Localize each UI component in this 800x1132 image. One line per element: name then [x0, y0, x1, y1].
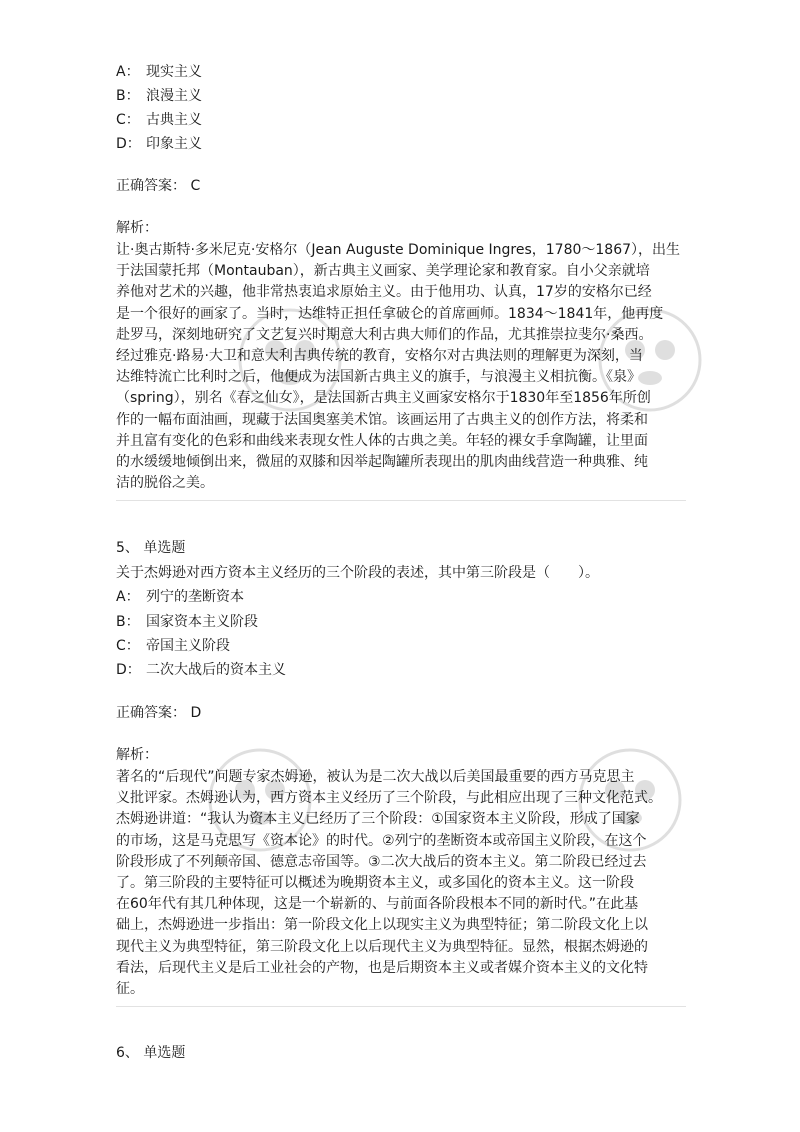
- q5-analysis-label: 解析：: [116, 747, 158, 763]
- q5-option-c: C： 帝国主义阶段: [116, 638, 230, 654]
- q5-option-b: B： 国家资本主义阶段: [116, 614, 258, 630]
- q4-option-a: A： 现实主义: [116, 64, 202, 80]
- q4-correct-answer: 正确答案： C: [116, 178, 201, 194]
- q4-option-c: C： 古典主义: [116, 112, 202, 128]
- section-divider: [116, 1006, 686, 1007]
- section-divider: [116, 500, 686, 501]
- q4-analysis-label: 解析：: [116, 220, 158, 236]
- q4-analysis-text: 让·奥古斯特·多米尼克·安格尔（Jean Auguste Dominique Ingres，1780～1867），出生 于法国蒙托邦（Montauban），新古典主义画家、美学理论家和教育家。自小父亲就培 养他对艺术的兴趣，他非常热衷追求原始主义。由于他用功、认真，17岁的安格尔已经 是一个很好的画家了。当时，达维特正担任拿破仑的首席画师。1834～1841年，他再度 赴罗马，深刻地研究了文艺复兴时期意大利古典大师们的作品，尤其推崇拉斐尔·桑西。 经过雅克·路易·大卫和意大利古典传统的教育，安格尔对古典法则的理解更为深刻，当 达维特流亡比利时之后，他便成为法国新古典主义的旗手，与浪漫主义相抗衡。《泉》 （spring），别名《春之仙女》，是法国新古典主义画家安格尔于1830年至1856年所创 作的一幅布面油画，现藏于法国奥塞美术馆。该画运用了古典主义的创作方法，将柔和 并且富有变化的色彩和曲线来表现女性人体的古典之美。年轻的裸女手拿陶罐，让里面 的水缓缓地倾倒出来，微屈的双膝和因举起陶罐所表现出的肌肉曲线营造一种典雅、纯 洁的脱俗之美。: [116, 242, 681, 492]
- q5-question: 关于杰姆逊对西方资本主义经历的三个阶段的表述，其中第三阶段是（ ）。: [116, 565, 599, 581]
- q5-option-a: A： 列宁的垄断资本: [116, 589, 244, 605]
- q5-option-d: D： 二次大战后的资本主义: [116, 662, 286, 678]
- q5-correct-answer: 正确答案： D: [116, 705, 202, 721]
- q5-analysis-text: 著名的“后现代”问题专家杰姆逊，被认为是二次大战以后美国最重要的西方马克思主 义批评家。杰姆逊认为，西方资本主义经历了三个阶段，与此相应出现了三种文化范式。 杰姆逊讲道：“我认为资本主义已经历了三个阶段：①国家资本主义阶段，形成了国家 的市场，这是马克思写《资本论》的时代。②列宁的垄断资本或帝国主义阶段，在这个 阶段形成了不列颠帝国、德意志帝国等。③二次大战后的资本主义。第二阶段已经过去 了。第三阶段的主要特征可以概述为晚期资本主义，或多国化的资本主义。这一阶段 在60年代有其几种体现，这是一个崭新的、与前面各阶段根本不同的新时代。”在此基 础上，杰姆逊进一步指出：第一阶段文化上以现实主义为典型特征；第二阶段文化上以 现代主义为典型特征，第三阶段文化上以后现代主义为典型特征。显然，根据杰姆逊的 看法，后现代主义是后工业社会的产物，也是后期资本主义或者媒介资本主义的文化特 征。: [116, 769, 662, 998]
- q6-header: 6、 单选题: [116, 1045, 186, 1061]
- q4-option-b: B： 浪漫主义: [116, 88, 202, 104]
- q5-header: 5、 单选题: [116, 540, 186, 556]
- q4-option-d: D： 印象主义: [116, 136, 202, 152]
